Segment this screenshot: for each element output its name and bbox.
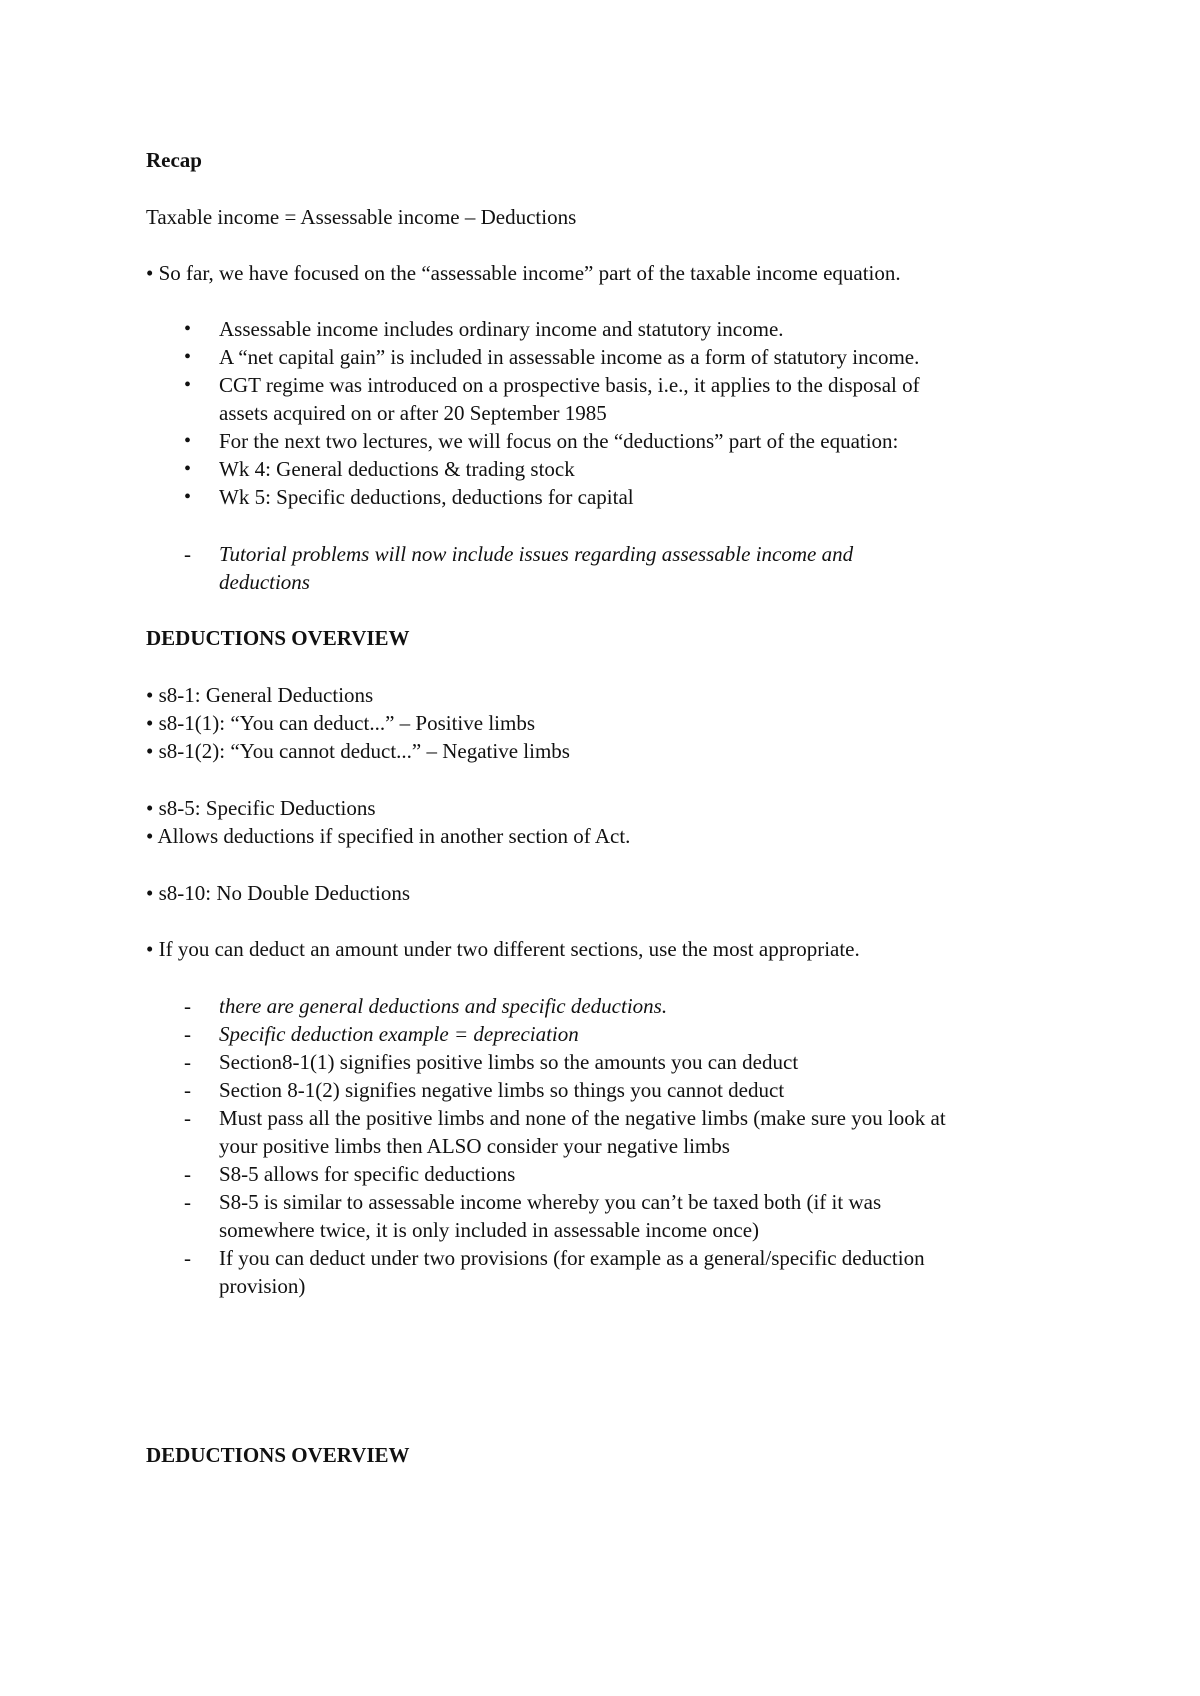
note-positive-limbs: Section8-1(1) signifies positive limbs so the amounts you can deduct [219, 1050, 799, 1074]
recap-bullet-2: A “net capital gain” is included in assessable income as a form of statutory income. [219, 345, 920, 369]
bullet-marker: • [184, 486, 192, 508]
note-s8-5-allows: S8-5 allows for specific deductions [219, 1162, 516, 1186]
taxable-income-equation: Taxable income = Assessable income – Deductions [146, 205, 577, 229]
recap-bullet-4: For the next two lectures, we will focus on the “deductions” part of the equation: [219, 429, 899, 453]
bullet-marker: • [184, 318, 192, 340]
recap-intro: • So far, we have focused on the “assessable income” part of the taxable income equation. [146, 261, 901, 285]
recap-heading: Recap [146, 148, 202, 172]
note-depreciation: Specific deduction example = depreciation [219, 1022, 579, 1046]
recap-bullet-1: Assessable income includes ordinary income and statutory income. [219, 317, 784, 341]
recap-bullet-3: CGT regime was introduced on a prospective basis, i.e., it applies to the disposal of [219, 373, 920, 397]
overview-line-appropriate: • If you can deduct an amount under two different sections, use the most appropriate. [146, 937, 860, 961]
note-must-pass-cont: your positive limbs then ALSO consider your negative limbs [219, 1134, 730, 1158]
dash-marker: - [184, 994, 191, 1018]
dash-marker: - [184, 1106, 191, 1130]
note-must-pass: Must pass all the positive limbs and none of the negative limbs (make sure you look at [219, 1106, 946, 1130]
note-s8-5-similar: S8-5 is similar to assessable income whereby you can’t be taxed both (if it was [219, 1190, 882, 1214]
bullet-marker: • [184, 458, 192, 480]
bullet-marker: • [184, 430, 192, 452]
overview-line-s8-1-1: • s8-1(1): “You can deduct...” – Positive limbs [146, 711, 536, 735]
bullet-marker: • [184, 346, 192, 368]
dash-marker: - [184, 1022, 191, 1046]
recap-bullet-6: Wk 5: Specific deductions, deductions for capital [219, 485, 634, 509]
overview-line-s8-10: • s8-10: No Double Deductions [146, 881, 410, 905]
note-two-provisions-cont: provision) [219, 1274, 306, 1298]
overview-line-s8-1: • s8-1: General Deductions [146, 683, 374, 707]
overview-line-allows: • Allows deductions if specified in another section of Act. [146, 824, 631, 848]
recap-bullet-3-cont: assets acquired on or after 20 September 1985 [219, 401, 607, 425]
overview-line-s8-5: • s8-5: Specific Deductions [146, 796, 376, 820]
dash-marker: - [184, 1050, 191, 1074]
dash-marker: - [184, 1190, 191, 1214]
deductions-overview-heading: DEDUCTIONS OVERVIEW [146, 626, 410, 650]
tutorial-note: Tutorial problems will now include issues regarding assessable income and [219, 542, 854, 566]
tutorial-note-cont: deductions [219, 570, 310, 594]
dash-marker: - [184, 1162, 191, 1186]
dash-marker: - [184, 1078, 191, 1102]
deductions-overview-heading-2: DEDUCTIONS OVERVIEW [146, 1443, 410, 1467]
note-negative-limbs: Section 8-1(2) signifies negative limbs so things you cannot deduct [219, 1078, 785, 1102]
dash-marker: - [184, 1246, 191, 1270]
bullet-marker: • [184, 374, 192, 396]
overview-line-s8-1-2: • s8-1(2): “You cannot deduct...” – Negative limbs [146, 739, 570, 763]
dash-marker: - [184, 542, 191, 566]
note-general-specific: there are general deductions and specific deductions. [219, 994, 668, 1018]
note-s8-5-similar-cont: somewhere twice, it is only included in assessable income once) [219, 1218, 760, 1242]
note-two-provisions: If you can deduct under two provisions (for example as a general/specific deduction [219, 1246, 925, 1270]
recap-bullet-5: Wk 4: General deductions & trading stock [219, 457, 575, 481]
